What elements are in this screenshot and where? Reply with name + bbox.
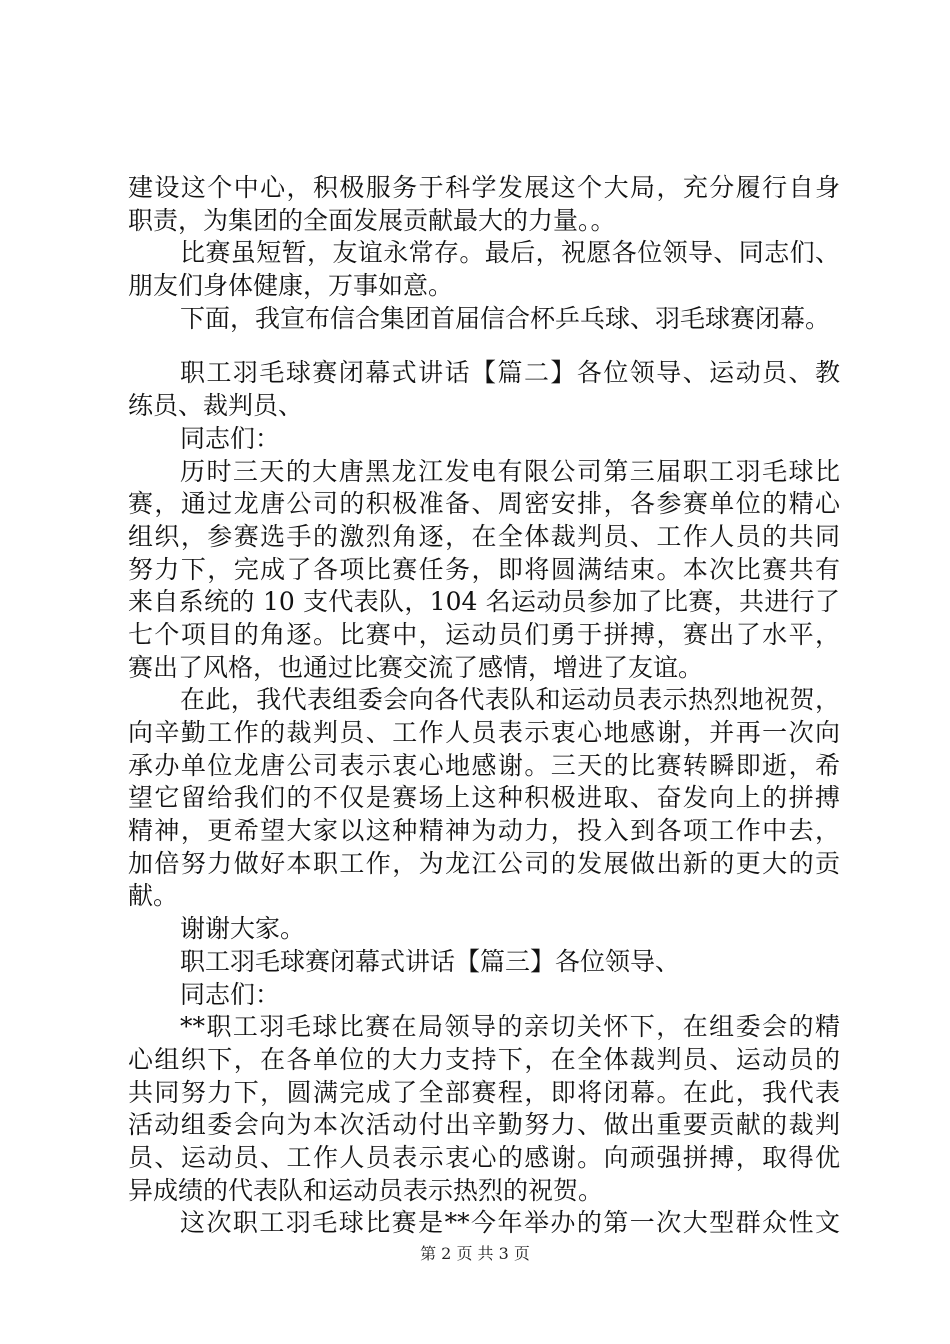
paragraph-line: 七个项目的角逐。比赛中，运动员们勇于拼搏，赛出了水平， [128, 619, 840, 649]
paragraph-line: 共同努力下，圆满完成了全部赛程，即将闭幕。在此，我代表 [128, 1077, 840, 1107]
paragraph [128, 423, 840, 456]
paragraph-line: 献。 [128, 881, 179, 911]
document-body [128, 172, 840, 1240]
paragraph-line: 来自系统的 10 支代表队，104 名运动员参加了比赛，共进行了 [128, 587, 840, 617]
paragraph-line: 职工羽毛球赛闭幕式讲话【篇二】各位领导、运动员、教 [180, 358, 840, 388]
paragraph [128, 456, 840, 685]
paragraph-line: 努力下，完成了各项比赛任务，即将圆满结束。本次比赛共有 [128, 554, 840, 584]
paragraph-line: 比赛虽短暂，友谊永常存。最后，祝愿各位领导、同志们、 [180, 238, 840, 268]
paragraph-line: 历时三天的大唐黑龙江发电有限公司第三届职工羽毛球比 [180, 456, 840, 486]
paragraph-line: 异成绩的代表队和运动员表示热烈的祝贺。 [128, 1175, 604, 1205]
paragraph [128, 172, 840, 237]
paragraph-line: 活动组委会向为本次活动付出辛勤努力、做出重要贡献的裁判 [128, 1110, 840, 1140]
paragraph-line: **职工羽毛球比赛在局领导的亲切关怀下，在组委会的精 [180, 1012, 840, 1042]
paragraph-line: 这次职工羽毛球比赛是**今年举办的第一次大型群众性文 [180, 1208, 840, 1238]
paragraph [128, 303, 840, 336]
paragraph [128, 1207, 840, 1240]
page-footer: 第 2 页 共 3 页 [420, 1244, 530, 1263]
paragraph-line: 心组织下，在各单位的大力支持下，在全体裁判员、运动员的 [128, 1044, 840, 1074]
paragraph-line: 望它留给我们的不仅是赛场上这种积极进取、奋发向上的拼搏 [128, 783, 840, 813]
paragraph-line: 职工羽毛球赛闭幕式讲话【篇三】各位领导、 [180, 946, 681, 976]
paragraph [128, 979, 840, 1012]
paragraph-line: 建设这个中心，积极服务于科学发展这个大局，充分履行自身 [128, 173, 840, 202]
paragraph-line: 赛，通过龙唐公司的积极准备、周密安排，各参赛单位的精心 [128, 489, 840, 519]
paragraph-line: 向辛勤工作的裁判员、工作人员表示衷心地感谢，并再一次向 [128, 718, 840, 747]
paragraph [128, 946, 840, 979]
paragraph-line: 同志们： [180, 979, 281, 1009]
paragraph-line: 承办单位龙唐公司表示衷心地感谢。三天的比赛转瞬即逝，希 [128, 750, 840, 780]
paragraph [128, 237, 840, 302]
paragraph-line: 员、运动员、工作人员表示衷心的感谢。向顽强拼搏，取得优 [128, 1142, 840, 1172]
paragraph-line: 练员、裁判员、 [128, 391, 304, 421]
paragraph [128, 913, 840, 946]
paragraph-line: 下面，我宣布信合集团首届信合杯乒乓球、羽毛球赛闭幕。 [180, 303, 831, 333]
paragraph [128, 357, 840, 422]
paragraph-line: 精神，更希望大家以这种精神为动力，投入到各项工作中去， [128, 816, 840, 846]
paragraph [128, 1011, 840, 1207]
paragraph-line: 赛出了风格，也通过比赛交流了感情，增进了友谊。 [128, 652, 704, 682]
paragraph-line: 谢谢大家。 [180, 914, 306, 944]
paragraph-line: 职责，为集团的全面发展贡献最大的力量。。 [128, 205, 616, 235]
paragraph-line: 同志们： [180, 423, 281, 453]
paragraph-gap [128, 335, 840, 357]
paragraph-line: 朋友们身体健康，万事如意。 [128, 271, 454, 301]
paragraph-line: 在此，我代表组委会向各代表队和运动员表示热烈地祝贺， [180, 685, 840, 715]
paragraph [128, 684, 840, 913]
paragraph-line: 加倍努力做好本职工作，为龙江公司的发展做出新的更大的贡 [128, 848, 840, 878]
paragraph-line: 组织，参赛选手的激烈角逐，在全体裁判员、工作人员的共同 [128, 521, 840, 551]
